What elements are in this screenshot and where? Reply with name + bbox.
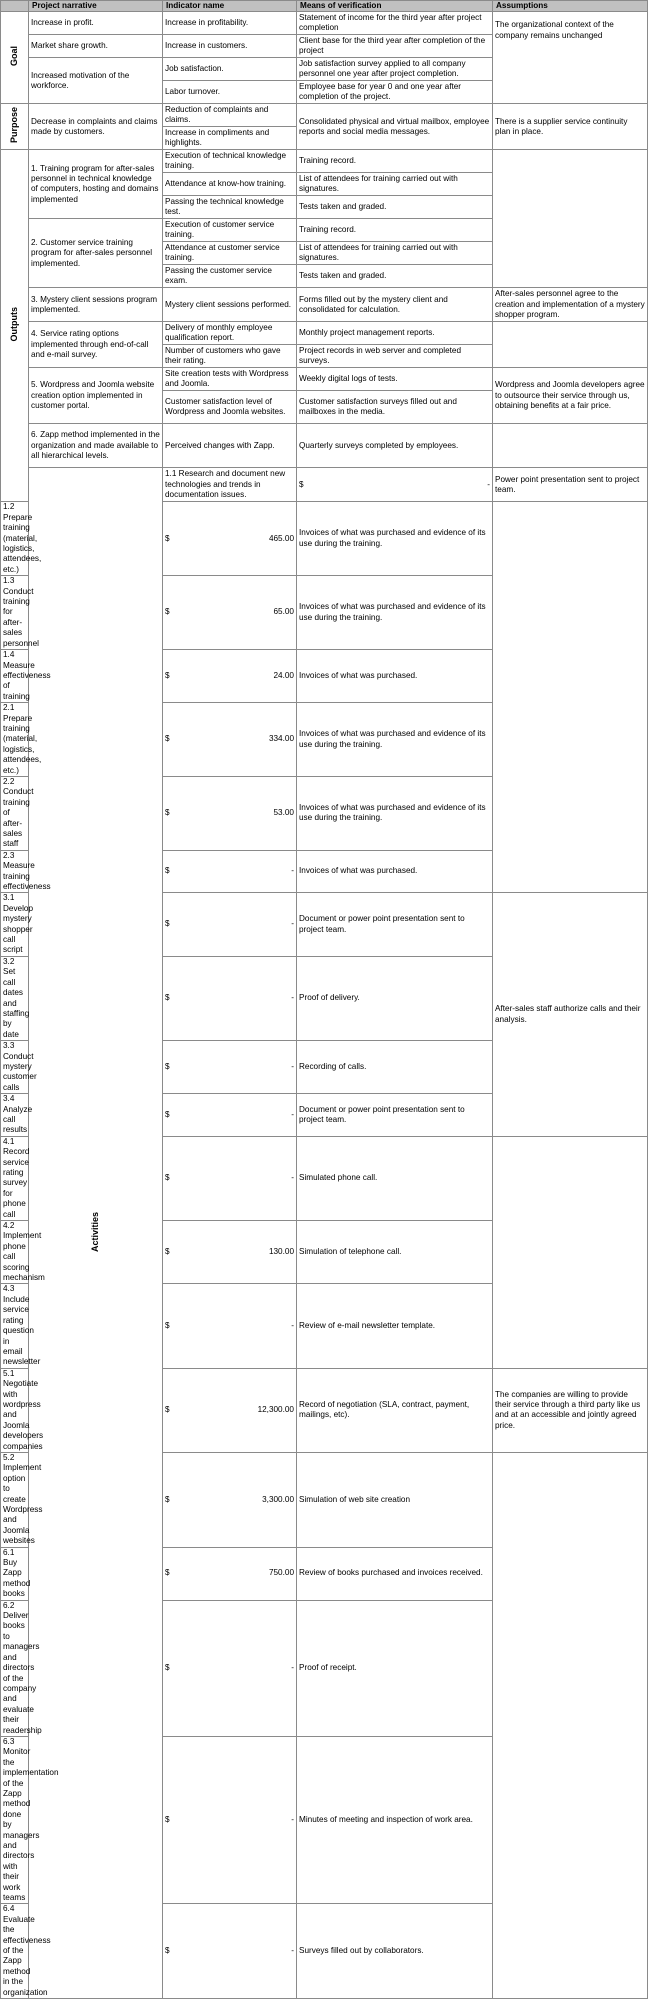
activity-cost <box>163 893 297 956</box>
activity-cost <box>163 1736 297 1904</box>
goal-means: Statement of income for the third year after project completion <box>297 12 493 35</box>
activity-narrative: 1.4 Measure effectiveness of training <box>1 650 29 703</box>
activity-narrative: 2.2 Conduct training of after-sales staff <box>1 776 29 850</box>
output-means: Training record. <box>297 150 493 173</box>
output-indicator: Perceived changes with Zapp. <box>163 424 297 468</box>
activity-narrative: 1.1 Research and document new technologies and trends in documentation issues. <box>163 468 297 502</box>
activity-cost <box>163 1904 297 1999</box>
output-narrative: 2. Customer service training program for after-sales personnel implemented. <box>29 219 163 288</box>
currency-symbol: $ <box>165 533 170 543</box>
activity-narrative: 5.2 Implement option to create Wordpress and Joomla websites <box>1 1452 29 1547</box>
activity-narrative: 4.2 Implement phone call scoring mechanism <box>1 1221 29 1284</box>
section-label-purpose: Purpose <box>1 104 29 150</box>
activity-cost <box>163 1368 297 1452</box>
activity-cost <box>163 703 297 777</box>
activity-assumption: The companies are willing to provide their service through a third party like us and at an accessible and jointly agreed price. <box>493 1368 648 1452</box>
activity-narrative: 6.4 Evaluate the effectiveness of the Zapp method in the organization <box>1 1904 29 1999</box>
goal-narrative: Market share growth. <box>29 35 163 58</box>
activity-narrative: 3.2 Set call dates and staffing by date <box>1 956 29 1040</box>
activity-means: Proof of receipt. <box>297 1600 493 1736</box>
section-label-outputs: Outputs <box>1 150 29 502</box>
output-narrative: 4. Service rating options implemented through end-of-call and e-mail survey. <box>29 322 163 368</box>
activity-amount: - <box>291 1061 294 1071</box>
output-assumption: After-sales personnel agree to the creation and implementation of a mystery shopper program. <box>493 288 648 322</box>
output-narrative: 6. Zapp method implemented in the organization and made available to all hierarchical levels. <box>29 424 163 468</box>
currency-symbol: $ <box>165 919 170 929</box>
activity-narrative: 3.4 Analyze call results <box>1 1094 29 1137</box>
header-assumptions: Assumptions <box>493 1 648 12</box>
activity-means: Surveys filled out by collaborators. <box>297 1904 493 1999</box>
output-indicator: Mystery client sessions performed. <box>163 288 297 322</box>
activity-means: Invoices of what was purchased. <box>297 850 493 893</box>
activity-narrative: 1.2 Prepare training (material, logistics, attendees, etc.) <box>1 502 29 576</box>
output-means: Training record. <box>297 219 493 242</box>
currency-symbol: $ <box>165 1663 170 1673</box>
activity-narrative: 6.1 Buy Zapp method books <box>1 1547 29 1600</box>
activity-cost <box>163 776 297 850</box>
goal-narrative: Increase in profit. <box>29 12 163 35</box>
output-indicator: Execution of customer service training. <box>163 219 297 242</box>
activity-cost <box>163 1600 297 1736</box>
activity-narrative: 6.2 Deliver books to managers and directors of the company and evaluate their readership <box>1 1600 29 1736</box>
activity-means: Minutes of meeting and inspection of work area. <box>297 1736 493 1904</box>
activity-amount: - <box>291 1173 294 1183</box>
purpose-narrative: Decrease in complaints and claims made by customers. <box>29 104 163 150</box>
activity-cost <box>163 650 297 703</box>
activity-amount: 334.00 <box>268 734 294 744</box>
activity-means: Document or power point presentation sent to project team. <box>297 1094 493 1137</box>
activity-cost <box>163 1136 297 1220</box>
activity-cost <box>163 576 297 650</box>
activity-amount: 750.00 <box>268 1568 294 1578</box>
activity-cost <box>163 850 297 893</box>
activity-amount: - <box>291 1109 294 1119</box>
activity-amount: - <box>487 479 490 489</box>
activity-assumption: After-sales staff authorize calls and their analysis. <box>493 893 648 1136</box>
output-means: Weekly digital logs of tests. <box>297 368 493 391</box>
corner-header <box>1 1 29 12</box>
currency-symbol: $ <box>165 670 170 680</box>
currency-symbol: $ <box>165 607 170 617</box>
activity-amount: 65.00 <box>273 607 294 617</box>
activity-means: Record of negotiation (SLA, contract, payment, mailings, etc). <box>297 1368 493 1452</box>
activity-assumption-empty <box>493 1136 648 1368</box>
activity-means: Recording of calls. <box>297 1041 493 1094</box>
activity-cost <box>163 1547 297 1600</box>
activity-narrative: 2.3 Measure training effectiveness <box>1 850 29 893</box>
section-label-goal: Goal <box>1 12 29 104</box>
activity-narrative: 6.3 Monitor the implementation of the Zapp method done by managers and directors with their work teams <box>1 1736 29 1904</box>
activity-means: Review of books purchased and invoices received. <box>297 1547 493 1600</box>
output-means: Customer satisfaction surveys filled out and mailboxes in the media. <box>297 391 493 424</box>
section-label-activities: Activities <box>29 468 163 1999</box>
header-indicator-name: Indicator name <box>163 1 297 12</box>
activity-cost <box>297 468 493 502</box>
output-assumption-empty <box>493 150 648 288</box>
activity-amount: 3,300.00 <box>262 1494 294 1504</box>
activity-amount: 12,300.00 <box>257 1405 294 1415</box>
activity-means: Simulation of telephone call. <box>297 1221 493 1284</box>
output-means: Project records in web server and completed surveys. <box>297 345 493 368</box>
activity-means: Simulation of web site creation <box>297 1452 493 1547</box>
activity-amount: - <box>291 866 294 876</box>
purpose-indicator: Increase in compliments and highlights. <box>163 127 297 150</box>
purpose-means: Consolidated physical and virtual mailbox, employee reports and social media messages. <box>297 104 493 150</box>
output-narrative: 3. Mystery client sessions program implemented. <box>29 288 163 322</box>
output-means: Quarterly surveys completed by employees. <box>297 424 493 468</box>
currency-symbol: $ <box>165 1173 170 1183</box>
activity-amount: 465.00 <box>268 533 294 543</box>
activity-narrative: 2.1 Prepare training (material, logistics, attendees, etc.) <box>1 703 29 777</box>
goal-means: Employee base for year 0 and one year after completion of the project. <box>297 81 493 104</box>
output-indicator: Delivery of monthly employee qualification report. <box>163 322 297 345</box>
activity-narrative: 1.3 Conduct training for after-sales personnel <box>1 576 29 650</box>
activity-narrative: 4.3 Include service rating question in email newsletter <box>1 1284 29 1368</box>
currency-symbol: $ <box>165 993 170 1003</box>
goal-means: Job satisfaction survey applied to all company personnel one year after project completion. <box>297 58 493 81</box>
currency-symbol: $ <box>165 866 170 876</box>
activity-means: Review of e-mail newsletter template. <box>297 1284 493 1368</box>
output-assumption-empty <box>493 424 648 468</box>
purpose-assumption: There is a supplier service continuity plan in place. <box>493 104 648 150</box>
goal-narrative: Increased motivation of the workforce. <box>29 58 163 104</box>
activity-means: Invoices of what was purchased and evidence of its use during the training. <box>297 703 493 777</box>
activity-means: Power point presentation sent to project team. <box>493 468 648 502</box>
currency-symbol: $ <box>165 808 170 818</box>
currency-symbol: $ <box>165 1814 170 1824</box>
currency-symbol: $ <box>165 1109 170 1119</box>
output-means: Forms filled out by the mystery client and consolidated for calculation. <box>297 288 493 322</box>
activity-narrative: 5.1 Negotiate with wordpress and Joomla developers companies <box>1 1368 29 1452</box>
activity-narrative: 3.3 Conduct mystery customer calls <box>1 1041 29 1094</box>
activity-cost <box>163 1221 297 1284</box>
activity-amount: - <box>291 1814 294 1824</box>
activity-assumption-empty <box>493 1452 648 1998</box>
activity-means: Invoices of what was purchased and evidence of its use during the training. <box>297 576 493 650</box>
activity-amount: 24.00 <box>273 670 294 680</box>
output-indicator: Attendance at know-how training. <box>163 173 297 196</box>
goal-assumption: The organizational context of the company remains unchanged <box>493 12 648 104</box>
activity-means: Proof of delivery. <box>297 956 493 1040</box>
activity-narrative: 3.1 Develop mystery shopper call script <box>1 893 29 956</box>
output-indicator: Attendance at customer service training. <box>163 242 297 265</box>
activity-cost <box>163 502 297 576</box>
output-indicator: Execution of technical knowledge training. <box>163 150 297 173</box>
activity-cost <box>163 1452 297 1547</box>
activity-amount: 130.00 <box>268 1247 294 1257</box>
activity-amount: 53.00 <box>273 808 294 818</box>
header-means-of-verification: Means of verification <box>297 1 493 12</box>
activity-amount: - <box>291 993 294 1003</box>
output-indicator: Site creation tests with Wordpress and Joomla. <box>163 368 297 391</box>
activity-cost <box>163 956 297 1040</box>
currency-symbol: $ <box>165 1320 170 1330</box>
activity-amount: - <box>291 919 294 929</box>
activity-means: Invoices of what was purchased. <box>297 650 493 703</box>
output-indicator: Passing the customer service exam. <box>163 265 297 288</box>
goal-indicator: Labor turnover. <box>163 81 297 104</box>
output-means: Tests taken and graded. <box>297 196 493 219</box>
output-assumption-empty <box>493 322 648 368</box>
purpose-indicator: Reduction of complaints and claims. <box>163 104 297 127</box>
activity-cost <box>163 1041 297 1094</box>
activity-amount: - <box>291 1320 294 1330</box>
activity-narrative: 4.1 Record service rating survey for phone call <box>1 1136 29 1220</box>
goal-indicator: Job satisfaction. <box>163 58 297 81</box>
currency-symbol: $ <box>165 1568 170 1578</box>
activity-means: Document or power point presentation sent to project team. <box>297 893 493 956</box>
currency-symbol: $ <box>299 479 304 489</box>
activity-amount: - <box>291 1946 294 1956</box>
goal-indicator: Increase in customers. <box>163 35 297 58</box>
output-means: List of attendees for training carried out with signatures. <box>297 242 493 265</box>
output-narrative: 1. Training program for after-sales personnel in technical knowledge of computers, hosting and domains implemented <box>29 150 163 219</box>
currency-symbol: $ <box>165 1494 170 1504</box>
activity-cost <box>163 1284 297 1368</box>
goal-means: Client base for the third year after completion of the project <box>297 35 493 58</box>
output-indicator: Number of customers who gave their rating. <box>163 345 297 368</box>
currency-symbol: $ <box>165 1946 170 1956</box>
currency-symbol: $ <box>165 734 170 744</box>
output-means: List of attendees for training carried out with signatures. <box>297 173 493 196</box>
output-indicator: Passing the technical knowledge test. <box>163 196 297 219</box>
activity-means: Invoices of what was purchased and evidence of its use during the training. <box>297 776 493 850</box>
output-narrative: 5. Wordpress and Joomla website creation option implemented in customer portal. <box>29 368 163 424</box>
output-means: Tests taken and graded. <box>297 265 493 288</box>
activity-cost <box>163 1094 297 1137</box>
output-assumption: Wordpress and Joomla developers agree to outsource their service through us, obtaining benefits at a fair price. <box>493 368 648 424</box>
currency-symbol: $ <box>165 1405 170 1415</box>
currency-symbol: $ <box>165 1247 170 1257</box>
currency-symbol: $ <box>165 1061 170 1071</box>
activity-means: Invoices of what was purchased and evidence of its use during the training. <box>297 502 493 576</box>
activity-amount: - <box>291 1663 294 1673</box>
output-means: Monthly project management reports. <box>297 322 493 345</box>
header-project-narrative: Project narrative <box>29 1 163 12</box>
goal-indicator: Increase in profitability. <box>163 12 297 35</box>
output-indicator: Customer satisfaction level of Wordpress and Joomla websites. <box>163 391 297 424</box>
activity-means: Simulated phone call. <box>297 1136 493 1220</box>
